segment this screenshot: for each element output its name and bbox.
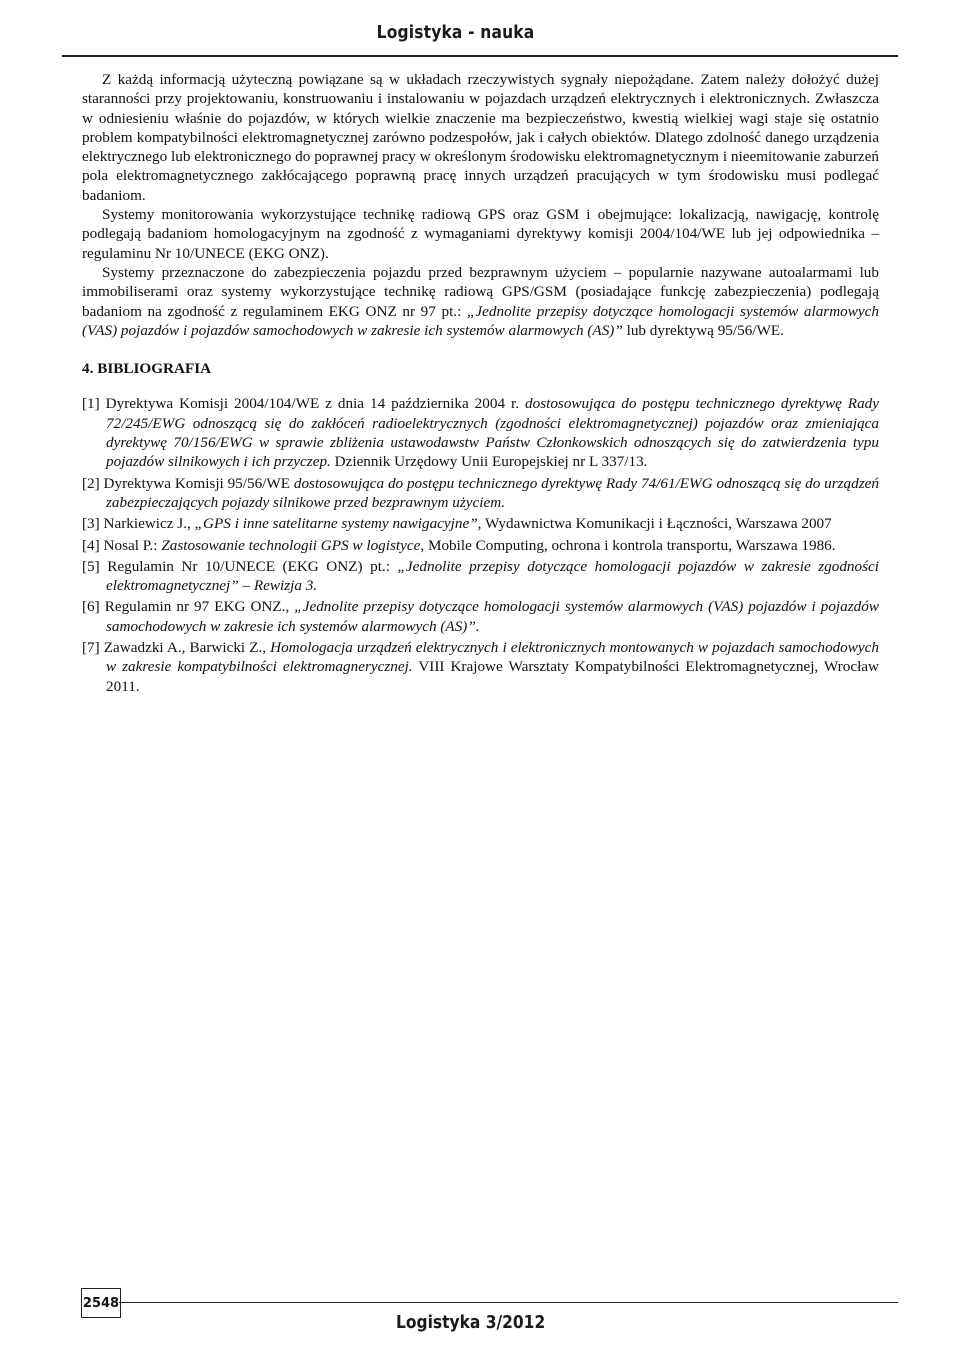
page-number: 2548 (81, 1288, 121, 1318)
body-paragraph-1: Z każdą informacją użyteczną powiązane są w układach rzeczywistych sygnały niepożądane. Zatem należy dołożyć dużej staranności przy projektowaniu, konstruowaniu i instalowaniu w pojazdach urządzeń elektrycznych i elektronicznych. Zwłaszcza w odniesieniu właśnie do pojazdów, w których wielkie znaczenie ma bezpieczeństwo, kwestią wielkiej wagi staje się ostatnio problem kompatybilności elektromagnetycznej zarówno podzespołów, jak i całych obiektów. Dlatego zdolność danego urządzenia elektrycznego lub elektronicznego do poprawnej pracy w określonym środowisku elektromagnetycznym i nieemitowanie zaburzeń pola elektromagnetycznego zakłócającego poprawną pracę innych urządzeń pracujących w tym środowisku musi podlegać badaniom. (82, 71, 879, 204)
header-title: Logistyka - nauka (376, 22, 534, 43)
bib-label: [3] (82, 515, 104, 533)
bib-title: Zastosowanie technologii GPS w logistyce, (161, 536, 425, 554)
para3-text-end: lub dyrektywą 95/56/WE. (622, 321, 784, 339)
bibliography-item (82, 514, 879, 533)
bibliography-item (82, 394, 879, 471)
bib-label: [4] (82, 536, 104, 554)
bib-text-end: VIII Krajowe Warsztaty Kompatybilności Elektromagnetycznej, Wrocław 2011. (106, 658, 879, 695)
bib-text-end: , Wydawnictwa Komunikacji i Łączności, Warszawa 2007 (477, 515, 832, 533)
bib-text: Regulamin Nr 10/UNECE (EKG ONZ) pt.: (107, 557, 398, 575)
bib-title: Homologacja urządzeń elektrycznych i elektronicznych montowanych w pojazdach samochodowych w zakresie kompatybilności elektromagnerycznej. (106, 639, 879, 676)
para3-italic-title: „Jednolite przepisy dotyczące homologacji systemów alarmowych (VAS) pojazdów i pojazdów samochodowych w zakresie ich systemów alarmowych (AS)” (82, 302, 879, 339)
bib-title: dostosowująca do postępu technicznego dyrektywę Rady 72/245/EWG odnoszącą się do zakłóceń radioelektrycznych (zgodności elektromagnetycznej) pojazdów oraz zmieniająca dyrektywę 70/156/EWG w sprawie zbliżenia ustawodawstw Państw Członkowskich odnoszących się do zatwierdzenia typu pojazdów silnikowych i ich przyczep. (106, 395, 880, 471)
bib-title: „GPS i inne satelitarne systemy nawigacyjne” (194, 515, 478, 533)
article-body (82, 70, 879, 698)
bib-label: [6] (82, 598, 105, 616)
bib-text: Dyrektywa Komisji 95/56/WE (103, 474, 294, 492)
para3-text: Systemy przeznaczone do zabezpieczenia pojazdu przed bezprawnym użyciem – popularnie nazywane autoalarmami lub immobiliserami oraz systemy wykorzystujące technikę radiową GPS/GSM (posiadające funkcję zabezpieczenia) podlegają badaniom na zgodność z regulaminem EKG ONZ nr 97 pt.: (82, 263, 879, 320)
bib-label: [7] (82, 639, 104, 657)
header-rule (62, 55, 898, 57)
bibliography-item (82, 536, 879, 555)
body-paragraph-3 (82, 263, 879, 340)
bib-label: [1] (82, 395, 106, 413)
bibliography-item (82, 557, 879, 596)
bib-title: „Jednolite przepisy dotyczące homologacji pojazdów w zakresie zgodności elektromagnetycznej” – Rewizja 3. (106, 557, 879, 595)
bib-text-end: Mobile Computing, ochrona i kontrola transportu, Warszawa 1986. (424, 536, 836, 554)
bib-text: Nosal P.: (103, 536, 162, 554)
bib-label: [2] (82, 474, 104, 492)
body-paragraph-2: Systemy monitorowania wykorzystujące technikę radiową GPS oraz GSM i obejmujące: lokalizacją, nawigację, kontrolę podlegają badaniom homologacyjnym na zgodność z wymaganiami dyrektywy komisji 2004/104/WE lub jej odpowiednika – regulaminu Nr 10/UNECE (EKG ONZ). (82, 206, 879, 262)
footer-journal-title: Logistyka 3/2012 (396, 1312, 546, 1333)
bibliography-item (82, 597, 879, 636)
bibliography-list (82, 394, 879, 695)
bibliography-item (82, 638, 879, 696)
bib-title: „Jednolite przepisy dotyczące homologacji systemów alarmowych (VAS) pojazdów i pojazdów samochodowych w zakresie ich systemów alarmowych (AS)”. (106, 598, 879, 635)
bibliography-item (82, 474, 879, 513)
bib-text: Dyrektywa Komisji 2004/104/WE z dnia 14 października 2004 r. (105, 395, 525, 413)
page-header (0, 0, 960, 60)
bibliography-heading: 4. BIBLIOGRAFIA (82, 360, 212, 378)
bib-text: Narkiewicz J., (103, 515, 195, 533)
bib-text-end: Dziennik Urzędowy Unii Europejskiej nr L 337/13. (330, 453, 648, 471)
footer-rule (119, 1302, 898, 1303)
bib-title: dostosowująca do postępu technicznego dyrektywę Rady 74/61/EWG odnoszącą się do urządzeń zabezpieczających pojazdy silnikowe przed bezprawnym użyciem. (106, 474, 879, 511)
bib-text: Regulamin nr 97 EKG ONZ., (104, 598, 295, 616)
bib-label: [5] (82, 557, 108, 575)
bib-text: Zawadzki A., Barwicki Z., (103, 639, 271, 657)
